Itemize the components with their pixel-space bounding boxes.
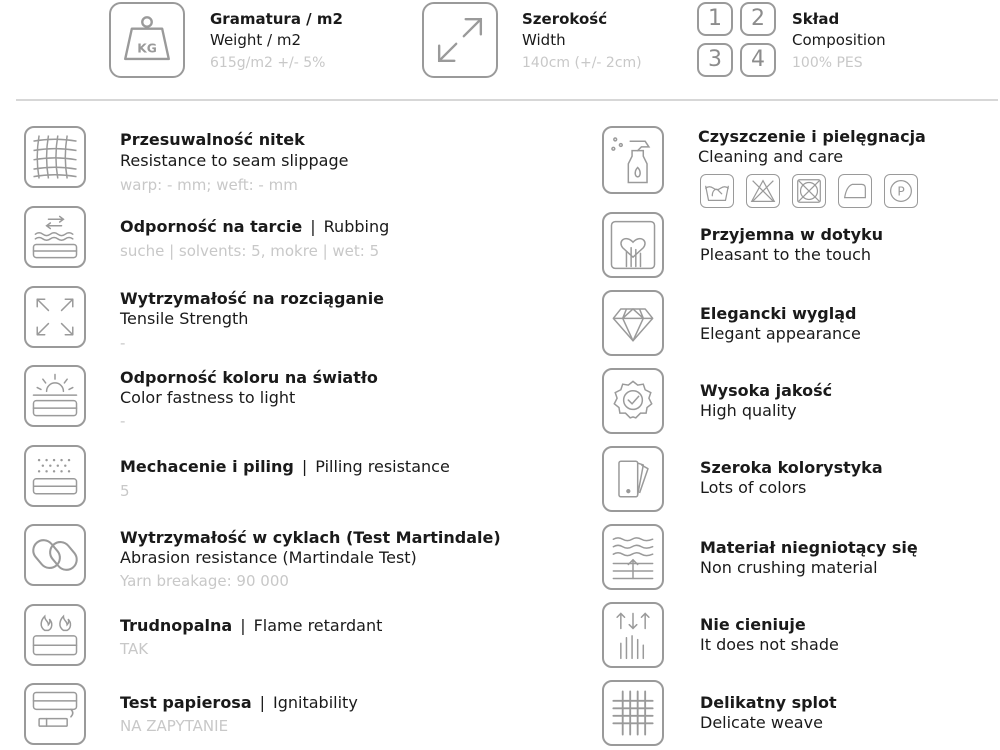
svg-text:KG: KG bbox=[137, 41, 157, 56]
pilling-title-en: Pilling resistance bbox=[315, 457, 450, 476]
divider bbox=[16, 99, 998, 101]
light-fastness-subtitle: Color fastness to light bbox=[120, 388, 296, 407]
cleaning-title: Czyszczenie i pielęgnacja bbox=[698, 127, 926, 146]
flame-value: TAK bbox=[120, 640, 149, 658]
tensile-title: Wytrzymałość na rozciąganie bbox=[120, 289, 385, 308]
pilling-title-row: Mechacenie i piling | Pilling resistance bbox=[120, 457, 450, 476]
quality-title: Wysoka jakość bbox=[700, 381, 833, 400]
rubbing-title-row: Odporność na tarcie | Rubbing bbox=[120, 217, 390, 236]
color-swatches-icon bbox=[602, 446, 664, 512]
width-subtitle: Width bbox=[522, 31, 566, 49]
rubbing-icon bbox=[24, 206, 86, 268]
flame-title: Trudnopalna bbox=[120, 616, 233, 635]
composition-number-2: 2 bbox=[740, 2, 776, 36]
weave-subtitle: Delicate weave bbox=[700, 713, 823, 732]
weight-subtitle: Weight / m2 bbox=[210, 31, 302, 49]
martindale-value: Yarn breakage: 90 000 bbox=[120, 572, 289, 590]
weave-icon bbox=[602, 680, 664, 746]
composition-number-1: 1 bbox=[697, 2, 733, 36]
pleasant-title: Przyjemna w dotyku bbox=[700, 225, 884, 244]
light-fastness-value: - bbox=[120, 412, 126, 430]
tensile-value: - bbox=[120, 334, 126, 352]
non-crushing-subtitle: Non crushing material bbox=[700, 558, 878, 577]
composition-value: 100% PES bbox=[792, 55, 863, 71]
pilling-title: Mechacenie i piling bbox=[120, 457, 294, 476]
ignitability-value: NA ZAPYTANIE bbox=[120, 717, 229, 735]
no-shade-subtitle: It does not shade bbox=[700, 635, 839, 654]
expand-arrows-icon bbox=[422, 2, 498, 78]
quality-badge-icon bbox=[602, 368, 664, 434]
elegant-title: Elegancki wygląd bbox=[700, 304, 857, 323]
martindale-subtitle: Abrasion resistance (Martindale Test) bbox=[120, 548, 417, 567]
chain-link-icon bbox=[24, 524, 86, 586]
flame-icon bbox=[24, 604, 86, 666]
seam-slippage-subtitle: Resistance to seam slippage bbox=[120, 151, 349, 170]
no-shade-icon bbox=[602, 602, 664, 668]
rubbing-title-en: Rubbing bbox=[323, 217, 390, 236]
tensile-arrows-icon bbox=[24, 286, 86, 348]
pleasant-subtitle: Pleasant to the touch bbox=[700, 245, 872, 264]
seam-slippage-value: warp: - mm; weft: - mm bbox=[120, 176, 298, 194]
light-fastness-title: Odporność koloru na światło bbox=[120, 368, 378, 387]
ignitability-title-row: Test papierosa | Ignitability bbox=[120, 693, 358, 712]
no-bleach-icon bbox=[746, 174, 780, 208]
cigarette-icon bbox=[24, 683, 86, 745]
composition-number-3: 3 bbox=[697, 43, 733, 77]
weave-title: Delikatny splot bbox=[700, 693, 837, 712]
dry-clean-p-icon bbox=[884, 174, 918, 208]
width-value: 140cm (+/- 2cm) bbox=[522, 55, 642, 71]
hand-wash-icon bbox=[700, 174, 734, 208]
quality-subtitle: High quality bbox=[700, 401, 797, 420]
non-crushing-title: Materiał niegniotący się bbox=[700, 538, 918, 557]
composition-title: Skład bbox=[792, 10, 840, 28]
colors-title: Szeroka kolorystyka bbox=[700, 458, 883, 477]
iron-icon bbox=[838, 174, 872, 208]
composition-number-4: 4 bbox=[740, 43, 776, 77]
rubbing-title: Odporność na tarcie bbox=[120, 217, 303, 236]
pilling-icon bbox=[24, 445, 86, 507]
pilling-value: 5 bbox=[120, 482, 130, 500]
diamond-icon bbox=[602, 290, 664, 356]
colors-subtitle: Lots of colors bbox=[700, 478, 807, 497]
non-crushing-icon bbox=[602, 524, 664, 590]
flame-title-en: Flame retardant bbox=[253, 616, 383, 635]
tensile-subtitle: Tensile Strength bbox=[120, 309, 249, 328]
composition-subtitle: Composition bbox=[792, 31, 886, 49]
width-title: Szerokość bbox=[522, 10, 608, 28]
flame-title-row: Trudnopalna | Flame retardant bbox=[120, 616, 383, 635]
svg-text:P: P bbox=[897, 184, 905, 199]
sun-icon bbox=[24, 365, 86, 427]
no-shade-title: Nie cieniuje bbox=[700, 615, 806, 634]
hand-heart-icon bbox=[602, 212, 664, 278]
weight-title: Gramatura / m2 bbox=[210, 10, 343, 28]
grid-icon bbox=[24, 126, 86, 188]
elegant-subtitle: Elegant appearance bbox=[700, 324, 861, 343]
rubbing-value: suche | solvents: 5, mokre | wet: 5 bbox=[120, 242, 380, 260]
ignitability-title-en: Ignitability bbox=[273, 693, 358, 712]
ignitability-title: Test papierosa bbox=[120, 693, 252, 712]
weight-value: 615g/m2 +/- 5% bbox=[210, 55, 326, 71]
seam-slippage-title: Przesuwalność nitek bbox=[120, 130, 305, 149]
martindale-title: Wytrzymałość w cyklach (Test Martindale) bbox=[120, 528, 501, 547]
no-tumble-dry-icon bbox=[792, 174, 826, 208]
weight-kg-icon bbox=[109, 2, 185, 78]
cleaning-subtitle: Cleaning and care bbox=[698, 147, 844, 166]
spray-bottle-icon bbox=[602, 126, 664, 194]
